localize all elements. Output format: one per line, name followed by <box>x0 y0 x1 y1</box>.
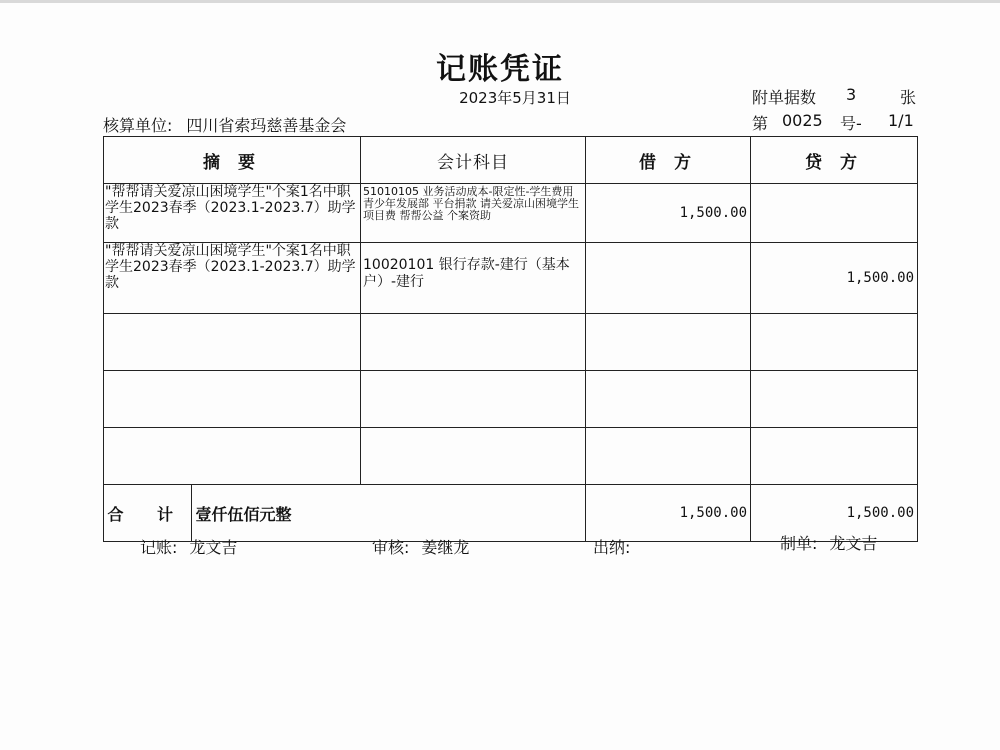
voucher-suffix: 号- <box>840 114 862 133</box>
bookkeeper-label: 记账: <box>140 538 178 557</box>
table-row-empty <box>104 371 918 428</box>
total-amount-words: 壹仟伍佰元整 <box>195 504 292 524</box>
total-credit: 1,500.00 <box>751 485 918 542</box>
accounting-unit-value: 四川省索玛慈善基金会 <box>186 116 347 135</box>
signature-reviewer <box>372 535 469 558</box>
row-credit <box>751 184 918 243</box>
voucher-date: 2023年5月31日 <box>459 89 571 107</box>
preparer-name: 龙文吉 <box>829 534 878 553</box>
signature-cashier <box>593 535 642 558</box>
attachment-count <box>752 85 917 108</box>
header-subject: 会计科目 <box>361 137 586 184</box>
reviewer-label: 审核: <box>372 538 410 557</box>
header-debit: 借 方 <box>586 137 751 184</box>
header-summary: 摘 要 <box>104 137 361 184</box>
row-summary: "帮帮请关爱凉山困境学生"个案1名中职学生2023春季（2023.1-2023.7）助学款 <box>104 243 361 314</box>
table-row <box>104 243 918 314</box>
header-credit: 贷 方 <box>751 137 918 184</box>
table-row-empty <box>104 428 918 485</box>
total-inner <box>104 485 585 541</box>
row-debit <box>586 243 751 314</box>
cashier-label: 出纳: <box>593 538 631 557</box>
voucher-table <box>103 136 918 542</box>
table-row <box>104 184 918 243</box>
voucher-no: 0025 <box>782 111 823 130</box>
table-header-row <box>104 137 918 184</box>
voucher-title: 记账凭证 <box>436 52 564 87</box>
reviewer-name: 姜继龙 <box>421 538 470 557</box>
preparer-label: 制单: <box>780 534 818 553</box>
accounting-unit <box>103 113 346 136</box>
table-row-empty <box>104 314 918 371</box>
voucher-page: 1/1 <box>888 111 914 130</box>
accounting-unit-label: 核算单位: <box>103 116 173 135</box>
row-credit: 1,500.00 <box>751 243 918 314</box>
signature-preparer <box>780 531 877 554</box>
row-subject: 10020101 银行存款-建行（基本户）-建行 <box>361 243 586 314</box>
scan-top-edge <box>0 0 1000 3</box>
row-summary: "帮帮请关爱凉山困境学生"个案1名中职学生2023春季（2023.1-2023.7）助学款 <box>104 184 361 243</box>
total-label: 合 计 <box>104 485 191 541</box>
bookkeeper-name: 龙文吉 <box>189 538 238 557</box>
voucher-prefix: 第 <box>752 114 769 133</box>
row-subject: 51010105 业务活动成本-限定性-学生费用 青少年发展部 平台捐款 请关爱凉山困境学生 项目费 帮帮公益 个案资助 <box>361 184 586 243</box>
attachment-number: 3 <box>846 85 857 104</box>
attachment-unit: 张 <box>900 88 917 107</box>
row-debit: 1,500.00 <box>586 184 751 243</box>
attachment-label: 附单据数 <box>752 88 817 107</box>
signature-bookkeeper <box>140 535 237 558</box>
total-debit: 1,500.00 <box>586 485 751 542</box>
